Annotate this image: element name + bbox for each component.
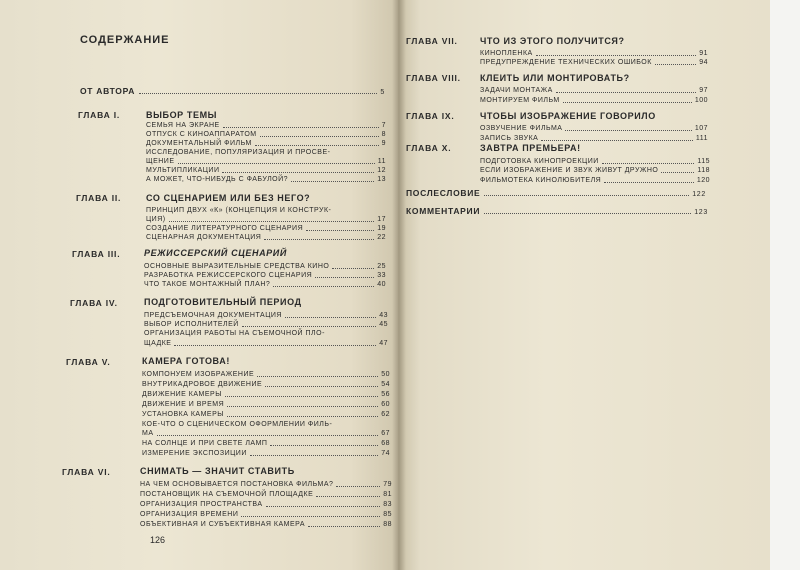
page-number: 94	[699, 59, 708, 66]
dot-leader	[227, 415, 378, 417]
toc-entry	[480, 86, 708, 95]
dot-leader	[241, 515, 380, 517]
dot-leader	[565, 129, 691, 131]
dot-leader	[157, 434, 379, 436]
entry-text: ДВИЖЕНИЕ КАМЕРЫ	[142, 391, 222, 398]
dot-leader	[265, 385, 378, 387]
toc-entry	[142, 370, 390, 379]
entry-text: КОЕ-ЧТО О СЦЕНИЧЕСКОМ ОФОРМЛЕНИИ ФИЛЬ-	[142, 421, 333, 428]
entry-text: МОНТИРУЕМ ФИЛЬМ	[480, 97, 560, 104]
right-page	[398, 0, 770, 570]
toc-entry	[142, 390, 390, 399]
dot-leader	[139, 93, 377, 94]
page-number: 118	[697, 167, 710, 174]
entry-text: ПОСТАНОВЩИК НА СЪЕМОЧНОЙ ПЛОЩАДКЕ	[140, 491, 314, 498]
toc-entry	[480, 124, 708, 133]
chapter-label: ГЛАВА IV.	[70, 298, 118, 308]
page-number: 11	[377, 158, 386, 165]
dot-leader	[257, 375, 378, 377]
dot-leader	[315, 276, 374, 278]
page-number: 91	[699, 50, 708, 57]
page-number: 60	[381, 401, 390, 408]
dot-leader	[536, 54, 696, 56]
left-page	[0, 0, 398, 570]
toc-entry	[144, 271, 386, 280]
toc-entry	[146, 224, 386, 233]
toc-title: ПОСЛЕСЛОВИЕ	[406, 188, 481, 198]
toc-entry	[480, 58, 708, 67]
toc-entry	[146, 175, 386, 184]
entry-text: ОРГАНИЗАЦИЯ РАБОТЫ НА СЪЕМОЧНОЙ ПЛО-	[144, 330, 325, 337]
chapter-label: ГЛАВА VIII.	[406, 73, 461, 83]
toc-entry	[142, 400, 390, 409]
entry-text: ОСНОВНЫЕ ВЫРАЗИТЕЛЬНЫЕ СРЕДСТВА КИНО	[144, 263, 330, 270]
chapter-title: РЕЖИССЕРСКИЙ СЦЕНАРИЙ	[144, 248, 287, 258]
dot-leader	[291, 180, 374, 182]
chapter-title: ВЫБОР ТЕМЫ	[146, 110, 218, 120]
toc-entry	[146, 206, 386, 215]
dot-leader	[227, 405, 378, 407]
toc-entry	[480, 176, 710, 185]
dot-leader	[169, 220, 375, 222]
page-number: 56	[381, 391, 390, 398]
entry-text: РАЗРАБОТКА РЕЖИССЕРСКОГО СЦЕНАРИЯ	[144, 272, 313, 279]
entry-text: МУЛЬТИПЛИКАЦИИ	[146, 167, 220, 174]
entry-text: МА	[142, 430, 154, 437]
toc-entry	[142, 429, 390, 438]
chapter-title: ЧТО ИЗ ЭТОГО ПОЛУЧИТСЯ?	[480, 36, 625, 46]
dot-leader	[260, 135, 379, 137]
entry-text: ЧТО ТАКОЕ МОНТАЖНЫЙ ПЛАН?	[144, 281, 271, 288]
chapter-title: ЗАВТРА ПРЕМЬЕРА!	[480, 143, 581, 153]
chapter-label: ГЛАВА II.	[76, 193, 122, 203]
entry-text: ФИЛЬМОТЕКА КИНОЛЮБИТЕЛЯ	[480, 177, 602, 184]
page-number: 68	[381, 440, 390, 447]
dot-leader	[250, 454, 378, 456]
entry-text: ПРЕДСЪЕМОЧНАЯ ДОКУМЕНТАЦИЯ	[144, 312, 282, 319]
toc-entry	[144, 320, 388, 329]
toc-entry	[144, 329, 388, 338]
page-number: 111	[695, 135, 708, 142]
dot-leader	[484, 213, 691, 214]
page-number: 62	[381, 411, 390, 418]
page-number: 25	[377, 263, 386, 270]
entry-text: ЦИЯ)	[146, 216, 166, 223]
entry-text: СЕМЬЯ НА ЭКРАНЕ	[146, 122, 220, 129]
dot-leader	[223, 126, 379, 128]
entry-text: КОМПОНУЕМ ИЗОБРАЖЕНИЕ	[142, 371, 255, 378]
page-number: 74	[381, 450, 390, 457]
toc-entry	[140, 520, 392, 529]
toc-entry	[480, 166, 710, 175]
entry-text: ВНУТРИКАДРОВОЕ ДВИЖЕНИЕ	[142, 381, 263, 388]
toc-entry	[480, 49, 708, 58]
dot-leader	[174, 344, 376, 346]
page-number: 97	[699, 87, 708, 94]
dot-leader	[336, 485, 380, 487]
toc-entry	[144, 339, 388, 348]
toc-entry	[146, 215, 386, 224]
contents-heading: СОДЕРЖАНИЕ	[80, 34, 170, 46]
chapter-label: ГЛАВА IX.	[406, 111, 455, 121]
entry-text: ЩЕНИЕ	[146, 158, 175, 165]
toc-entry	[142, 380, 390, 389]
page-number: 9	[381, 140, 386, 147]
entry-text: ОБЪЕКТИВНАЯ И СУБЪЕКТИВНАЯ КАМЕРА	[140, 521, 306, 528]
chapter-label: ГЛАВА V.	[66, 357, 111, 367]
dot-leader	[255, 144, 379, 146]
chapter-label: ГЛАВА X.	[406, 143, 452, 153]
chapter-title: ЧТОБЫ ИЗОБРАЖЕНИЕ ГОВОРИЛО	[480, 111, 656, 121]
page-number: 123	[694, 209, 708, 216]
entry-text: СОЗДАНИЕ ЛИТЕРАТУРНОГО СЦЕНАРИЯ	[146, 225, 304, 232]
page-number: 19	[377, 225, 386, 232]
entry-text: ПОДГОТОВКА КИНОПРОЕКЦИИ	[480, 158, 599, 165]
page-number: 40	[377, 281, 386, 288]
dot-leader	[661, 171, 694, 173]
toc-entry	[480, 134, 708, 143]
dot-leader	[266, 505, 381, 507]
toc-entry	[142, 410, 390, 419]
page-number: 79	[383, 481, 392, 488]
dot-leader	[316, 495, 380, 497]
page-number: 85	[383, 511, 392, 518]
toc-entry	[146, 157, 386, 166]
page-number: 22	[377, 234, 386, 241]
page-number: 122	[692, 191, 706, 198]
page-number: 33	[377, 272, 386, 279]
toc-entry	[142, 449, 390, 458]
toc-comments	[406, 206, 708, 216]
toc-entry	[144, 280, 386, 289]
chapter-label: ГЛАВА III.	[72, 249, 121, 259]
toc-entry	[140, 510, 392, 519]
page-number: 54	[381, 381, 390, 388]
entry-text: КИНОПЛЕНКА	[480, 50, 533, 57]
dot-leader	[306, 229, 374, 231]
toc-entry	[140, 490, 392, 499]
page-number: 5	[380, 89, 385, 96]
toc-entry	[140, 500, 392, 509]
page-number: 81	[383, 491, 392, 498]
entry-text: ЩАДКЕ	[144, 340, 172, 347]
chapter-title: ПОДГОТОВИТЕЛЬНЫЙ ПЕРИОД	[144, 297, 302, 307]
dot-leader	[273, 285, 374, 287]
entry-text: СЦЕНАРНАЯ ДОКУМЕНТАЦИЯ	[146, 234, 262, 241]
toc-entry	[146, 233, 386, 242]
page-number: 107	[694, 125, 708, 132]
dot-leader	[178, 162, 375, 164]
page-number: 83	[383, 501, 392, 508]
chapter-title: КЛЕИТЬ ИЛИ МОНТИРОВАТЬ?	[480, 73, 630, 83]
entry-text: УСТАНОВКА КАМЕРЫ	[142, 411, 224, 418]
page-number: 100	[694, 97, 708, 104]
entry-text: ВЫБОР ИСПОЛНИТЕЛЕЙ	[144, 321, 239, 328]
entry-text: ДОКУМЕНТАЛЬНЫЙ ФИЛЬМ	[146, 140, 252, 147]
page-number: 8	[381, 131, 386, 138]
chapter-label: ГЛАВА I.	[78, 110, 121, 120]
toc-entry	[144, 262, 386, 271]
entry-text: ЗАПИСЬ ЗВУКА	[480, 135, 539, 142]
page-number: 17	[377, 216, 386, 223]
entry-text: ПРИНЦИП ДВУХ «К» (КОНЦЕПЦИЯ И КОНСТРУК-	[146, 207, 332, 214]
toc-entry	[144, 311, 388, 320]
toc-entry	[142, 420, 390, 429]
dot-leader	[484, 195, 689, 196]
background	[770, 0, 800, 570]
entry-text: ОЗВУЧЕНИЕ ФИЛЬМА	[480, 125, 563, 132]
toc-entry	[146, 139, 386, 148]
page-number: 7	[381, 122, 386, 129]
entry-text: НА ЧЕМ ОСНОВЫВАЕТСЯ ПОСТАНОВКА ФИЛЬМА?	[140, 481, 334, 488]
chapter-label: ГЛАВА VII.	[406, 36, 458, 46]
toc-entry	[480, 157, 710, 166]
entry-text: ЗАДАЧИ МОНТАЖА	[480, 87, 553, 94]
toc-entry	[480, 96, 708, 105]
chapter-title: СО СЦЕНАРИЕМ ИЛИ БЕЗ НЕГО?	[146, 193, 311, 203]
dot-leader	[308, 525, 380, 527]
dot-leader	[264, 238, 374, 240]
toc-title: КОММЕНТАРИИ	[406, 206, 481, 216]
entry-text: ИЗМЕРЕНИЕ ЭКСПОЗИЦИИ	[142, 450, 247, 457]
dot-leader	[655, 63, 696, 65]
toc-entry	[146, 121, 386, 130]
page-folio: 126	[150, 535, 166, 545]
toc-entry	[146, 148, 386, 157]
entry-text: ОРГАНИЗАЦИЯ ВРЕМЕНИ	[140, 511, 239, 518]
dot-leader	[602, 162, 695, 164]
dot-leader	[285, 316, 376, 318]
dot-leader	[332, 267, 374, 269]
dot-leader	[225, 395, 378, 397]
dot-leader	[556, 91, 696, 93]
entry-text: ОРГАНИЗАЦИЯ ПРОСТРАНСТВА	[140, 501, 263, 508]
entry-text: ПРЕДУПРЕЖДЕНИЕ ТЕХНИЧЕСКИХ ОШИБОК	[480, 59, 652, 66]
page-number: 43	[379, 312, 388, 319]
entry-text: ДВИЖЕНИЕ И ВРЕМЯ	[142, 401, 225, 408]
toc-title: ОТ АВТОРА	[80, 86, 136, 96]
dot-leader	[270, 444, 378, 446]
page-number: 120	[696, 177, 710, 184]
toc-entry	[146, 166, 386, 175]
entry-text: ЕСЛИ ИЗОБРАЖЕНИЕ И ЗВУК ЖИВУТ ДРУЖНО	[480, 167, 659, 174]
entry-text: НА СОЛНЦЕ И ПРИ СВЕТЕ ЛАМП	[142, 440, 268, 447]
book-gutter	[392, 0, 406, 570]
toc-entry	[140, 480, 392, 489]
dot-leader	[563, 101, 692, 103]
dot-leader	[242, 325, 376, 327]
page-number: 13	[377, 176, 386, 183]
page-number: 115	[697, 158, 710, 165]
page-number: 12	[377, 167, 386, 174]
toc-entry	[142, 439, 390, 448]
toc-author	[80, 86, 385, 96]
chapter-label: ГЛАВА VI.	[62, 467, 111, 477]
chapter-title: КАМЕРА ГОТОВА!	[142, 356, 230, 366]
toc-afterword	[406, 188, 706, 198]
page-number: 45	[379, 321, 388, 328]
entry-text: ОТПУСК С КИНОАППАРАТОМ	[146, 131, 257, 138]
page-number: 88	[383, 521, 392, 528]
page-number: 47	[379, 340, 388, 347]
dot-leader	[222, 171, 374, 173]
page-number: 50	[381, 371, 390, 378]
page-number: 67	[381, 430, 390, 437]
chapter-title: СНИМАТЬ — ЗНАЧИТ СТАВИТЬ	[140, 466, 295, 476]
entry-text: ИССЛЕДОВАНИЕ, ПОПУЛЯРИЗАЦИЯ И ПРОСВЕ-	[146, 149, 331, 156]
dot-leader	[541, 139, 693, 141]
entry-text: А МОЖЕТ, ЧТО-НИБУДЬ С ФАБУЛОЙ?	[146, 176, 289, 183]
dot-leader	[604, 181, 694, 183]
toc-entry	[146, 130, 386, 139]
